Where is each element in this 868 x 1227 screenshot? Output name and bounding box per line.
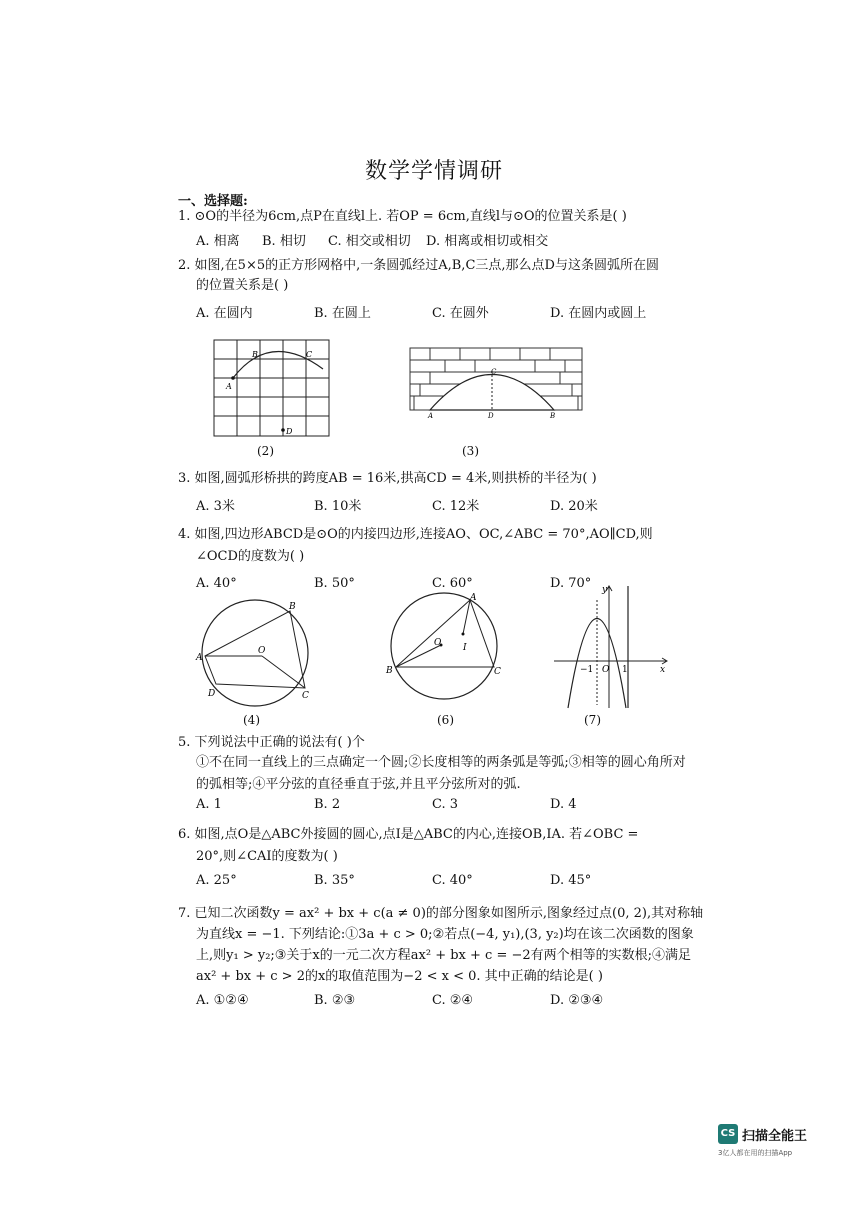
fig4-d-label: D	[208, 689, 216, 699]
q5-stem-line2: ①不在同一直线上的三点确定一个圆;②长度相等的两条弧是等弧;③相等的圆心角所对	[196, 755, 686, 770]
fig4-a-label: A	[196, 653, 203, 663]
q7-option-a: A. ①②④	[196, 993, 249, 1008]
q3-option-a: A. 3米	[196, 499, 235, 514]
page-title: 数学学情调研	[364, 159, 503, 184]
q4-stem-line1: 4. 如图,四边形ABCD是⊙O的内接四边形,连接AO、OC,∠ABC = 70°,AO∥CD,则	[178, 527, 653, 542]
q7-stem-line4: ax² + bx + c > 2的x的取值范围为−2 < x < 0. 其中正确的结论是( )	[196, 969, 603, 984]
q7-stem-line1: 7. 已知二次函数y = ax² + bx + c(a ≠ 0)的部分图象如图所示,图象经过点(0, 2),其对称轴	[178, 906, 704, 921]
q2-option-d: D. 在圆内或圆上	[550, 306, 647, 321]
q1-option-b: B. 相切	[262, 234, 306, 249]
q2-stem-line1: 2. 如图,在5×5的正方形网格中,一条圆弧经过A,B,C三点,那么点D与这条圆弧所在圆	[178, 258, 659, 273]
q5-stem-line1: 5. 下列说法中正确的说法有( )个	[178, 735, 365, 750]
q6-stem-line1: 6. 如图,点O是△ABC外接圆的圆心,点I是△ABC的内心,连接OB,IA. 若∠OBC =	[178, 827, 639, 842]
fig6-b-label: B	[386, 666, 393, 676]
fig4-c-label: C	[302, 691, 309, 701]
q2-option-b: B. 在圆上	[314, 306, 371, 321]
q6-option-b: B. 35°	[314, 873, 355, 888]
q7-stem-line3: 上,则y₁ > y₂;③关于x的一元二次方程ax² + bx + c = −2有两个相等的实数根;④满足	[196, 948, 692, 963]
figure-6-caption: (6)	[437, 713, 454, 727]
q2-option-c: C. 在圆外	[432, 306, 489, 321]
q4-stem-line2: ∠OCD的度数为( )	[196, 549, 305, 564]
q2-stem-line2: 的位置关系是( )	[196, 278, 289, 293]
fig6-a-label: A	[470, 593, 477, 603]
parabola-curve	[568, 619, 626, 709]
scanner-logo-icon: CS	[718, 1124, 738, 1144]
fig7-one-label: 1	[622, 665, 628, 675]
figure-2-grid	[205, 332, 335, 442]
q2-option-a: A. 在圆内	[196, 306, 253, 321]
figure-4-inscribed-quadrilateral	[192, 596, 322, 712]
q4-option-d: D. 70°	[550, 576, 592, 591]
fig6-o-label: O	[434, 638, 442, 648]
point-d-label: D	[286, 427, 293, 436]
bridge-d-label: D	[488, 412, 494, 420]
q4-option-a: A. 40°	[196, 576, 237, 591]
fig7-minus-one-label: −1	[580, 665, 594, 675]
q5-option-b: B. 2	[314, 797, 341, 812]
q6-option-a: A. 25°	[196, 873, 237, 888]
fig6-c-label: C	[494, 667, 501, 677]
q6-stem-line2: 20°,则∠CAI的度数为( )	[196, 849, 338, 864]
fig4-b-label: B	[289, 602, 296, 612]
bridge-c-label: C	[491, 368, 497, 376]
fig7-x-label: x	[660, 665, 666, 675]
figure-3-bridge	[408, 344, 584, 420]
q3-option-d: D. 20米	[550, 499, 598, 514]
q3-option-b: B. 10米	[314, 499, 362, 514]
fig4-o-label: O	[258, 646, 266, 656]
q7-option-c: C. ②④	[432, 993, 474, 1008]
figure-7-parabola	[552, 580, 672, 710]
figure-7-caption: (7)	[584, 713, 601, 727]
q7-option-b: B. ②③	[314, 993, 356, 1008]
point-b-label: B	[252, 350, 258, 359]
fig6-i-label: I	[463, 643, 467, 653]
point-c-label: C	[306, 350, 313, 359]
figure-2-caption: (2)	[257, 444, 274, 458]
q1-stem: 1. ⊙O的半径为6cm,点P在直线l上. 若OP = 6cm,直线l与⊙O的位置关系是( )	[178, 209, 627, 224]
q3-stem: 3. 如图,圆弧形桥拱的跨度AB = 16米,拱高CD = 4米,则拱桥的半径为( )	[178, 471, 597, 486]
q7-stem-line2: 为直线x = −1. 下列结论:①3a + c > 0;②若点(−4, y₁),(3, y₂)均在该二次函数的图象	[196, 927, 694, 942]
q4-option-c: C. 60°	[432, 576, 473, 591]
fig7-y-label: y	[602, 585, 608, 595]
figure-4-caption: (4)	[243, 713, 260, 727]
figure-6-circumcircle-incenter	[382, 590, 506, 708]
bridge-a-label: A	[428, 412, 434, 420]
q3-option-c: C. 12米	[432, 499, 480, 514]
fig7-origin-label: O	[602, 665, 610, 675]
q6-option-d: D. 45°	[550, 873, 592, 888]
bridge-b-label: B	[550, 412, 556, 420]
q6-option-c: C. 40°	[432, 873, 473, 888]
scanner-tagline: 3亿人都在用的扫描App	[718, 1149, 793, 1157]
q1-option-c: C. 相交或相切	[328, 234, 411, 249]
q1-option-d: D. 相离或相切或相交	[426, 234, 549, 249]
q5-option-a: A. 1	[196, 797, 222, 812]
q1-option-a: A. 相离	[196, 234, 240, 249]
figure-3-caption: (3)	[462, 444, 479, 458]
scanner-brand-name: 扫描全能王	[742, 1129, 808, 1144]
section-heading: 一、选择题:	[178, 194, 248, 209]
q7-option-d: D. ②③④	[550, 993, 604, 1008]
q5-option-c: C. 3	[432, 797, 459, 812]
q5-stem-line3: 的弧相等;④平分弦的直径垂直于弦,并且平分弦所对的弧.	[196, 777, 521, 792]
point-a-label: A	[226, 382, 232, 391]
q4-option-b: B. 50°	[314, 576, 355, 591]
q5-option-d: D. 4	[550, 797, 577, 812]
